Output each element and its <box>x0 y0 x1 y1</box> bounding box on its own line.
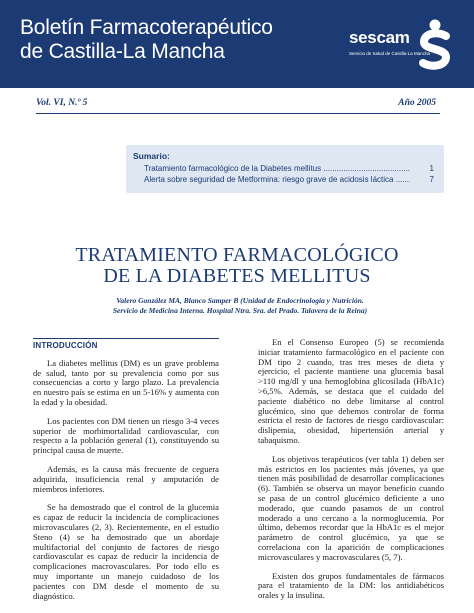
body-paragraph: Los objetivos terapéuticos (ver tabla 1) deben ser más estrictos en los pacientes más jóvenes, ya que tienen más posibilidad de desarrollar complicaciones (6). También se observa un mayor beneficio cuando se pasa de un control glucémico deficiente a uno moderado, que cuando pasamos de un control moderado a uno cercano a la normoglucemia. Por último, debemos recordar que la HbA1c es el mejor parámetro de control glucémico, ya que se correlaciona con la aparición de complicaciones microvasculares y macrovasculares (5, 7). <box>258 453 444 562</box>
body-paragraph: Se ha demostrado que el control de la glucemia es capaz de reducir la incidencia de complicaciones microvasculares (2, 3). Recientemente, en el estudio Steno (4) se ha demostrado que un abordaje multifactorial del conjunto de factores de riesgo cardiovascular es capaz de reducir la incidencia de complicaciones macrovasculares. Por todo ello es muy importante un manejo cuidadoso de los pacientes con DM desde el momento de su diagnóstico. <box>33 502 219 601</box>
summary-item[interactable] <box>144 175 434 186</box>
article-authors <box>60 296 420 315</box>
article-title-line2: DE LA DIABETES MELLITUS <box>103 265 371 287</box>
summary-item-label: Tratamiento farmacológico de la Diabetes mellitus ..... <box>144 164 410 173</box>
bulletin-title-line2: de Castilla-La Mancha <box>20 40 225 63</box>
bulletin-header <box>0 0 474 88</box>
summary-item-page: 1 <box>429 164 434 173</box>
left-column <box>33 338 219 610</box>
body-paragraph: Los pacientes con DM tienen un riesgo 3-4 veces superior de morbimortalidad cardiovascular, con respecto a la población general (1), constituyendo su principal causa de muerte. <box>33 415 219 456</box>
authors-line2: Servicio de Medicina Interna. Hospital Ntra. Sra. del Prado. Talavera de la Reina) <box>112 305 368 315</box>
summary-item[interactable] <box>144 164 434 175</box>
article-title-line1: TRATAMIENTO FARMACOLÓGICO <box>75 244 399 266</box>
bulletin-title <box>20 16 273 64</box>
section-heading: INTRODUCCIÓN <box>33 338 219 351</box>
logo-subtitle: Servicio de Salud de Castilla-La Mancha <box>349 51 431 56</box>
right-column <box>258 338 444 610</box>
summary-title: Sumario: <box>133 151 170 161</box>
authors-line1: Valero González MA, Blanco Samper B (Unidad de Endocrinología y Nutrición. <box>116 296 364 305</box>
summary-box <box>126 145 444 193</box>
sescam-logo <box>345 18 465 78</box>
body-paragraph: En el Consenso Europeo (5) se recomienda iniciar tratamiento farmacológico en el paciente con DM tipo 2 cuando, tras tres meses de dieta y ejercicio, el paciente mantiene una glucemia basal >110 mg/dl y una hemoglobina glicosilada (HbA1c) >6,5%. Además, se destaca que el cuidado del paciente diabético no debe limitarse al control glucémico, sino que debemos controlar de forma estricta el resto de factores de riesgo cardiovascular: dislipemia, obesidad, hipertensión arterial y tabaquismo. <box>258 337 444 445</box>
body-paragraph: La diabetes mellitus (DM) es un grave problema de salud, tanto por su prevalencia como por sus consecuencias a corto y largo plazo. La prevalencia en nuestro país se estima en un 5-16% y aumenta con la edad y la obesidad. <box>33 357 219 407</box>
logo-name: sescam <box>349 28 410 47</box>
sescam-symbol-icon <box>415 18 455 76</box>
body-paragraph: Existen dos grupos fundamentales de fármacos para el tratamiento de la DM: los antidiabéticos orales y la insulina. <box>258 570 444 601</box>
volume-number: Vol. VI, N.º 5 <box>36 98 88 108</box>
header-divider <box>36 113 440 114</box>
publication-year: Año 2005 <box>398 98 436 108</box>
summary-item-page: 7 <box>429 175 434 184</box>
summary-item-label: Alerta sobre seguridad de Metformina: riesgo grave de acidosis láctica ..... <box>144 175 410 184</box>
body-paragraph: Además, es la causa más frecuente de ceguera adquirida, insuficiencia renal y amputación de miembros inferiores. <box>33 463 219 494</box>
bulletin-title-line1: Boletín Farmacoterapéutico <box>20 16 273 39</box>
